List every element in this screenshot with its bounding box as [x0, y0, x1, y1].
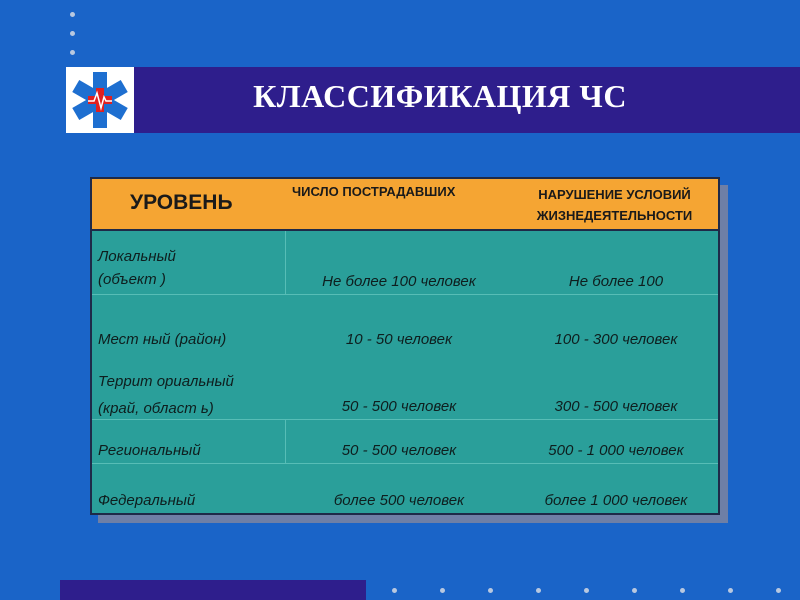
cell-violation: Не более 100 [568, 273, 664, 290]
cell-victims: 50 - 500 человек [341, 398, 457, 415]
classification-table [90, 177, 720, 515]
decor-dot [440, 588, 445, 593]
cell-violation: 300 - 500 человек [554, 398, 678, 415]
decor-dot [584, 588, 589, 593]
cell-level: Террит ориальный (край, област ь) [98, 373, 234, 417]
header-violation: НАРУШЕНИЕ УСЛОВИЙ ЖИЗНЕДЕЯТЕЛЬНОСТИ [536, 187, 693, 223]
cell-victims: более 500 человек [333, 492, 465, 509]
table-row [92, 352, 718, 419]
header-level: УРОВЕНЬ [130, 191, 233, 214]
cell-victims: 50 - 500 человек [341, 442, 457, 459]
table-row [92, 463, 718, 513]
cell-level: Региональный [98, 442, 201, 459]
table-row [92, 294, 718, 352]
cell-victims: 10 - 50 человек [345, 331, 453, 348]
decor-dot [70, 31, 75, 36]
decor-dot [776, 588, 781, 593]
table-row [92, 419, 718, 463]
table-row [92, 231, 718, 294]
decor-dot [632, 588, 637, 593]
decor-dot [536, 588, 541, 593]
decor-dot [488, 588, 493, 593]
decor-dot [70, 50, 75, 55]
page-title: КЛАССИФИКАЦИЯ ЧС [253, 78, 627, 114]
cell-violation: более 1 000 человек [544, 492, 688, 509]
decor-dot [728, 588, 733, 593]
cell-victims: Не более 100 человек [322, 273, 476, 290]
cell-level: Федеральный [98, 492, 196, 509]
star-of-life-icon [66, 67, 134, 133]
cell-violation: 500 - 1 000 человек [548, 442, 684, 459]
header-victims: ЧИСЛО ПОСТРАДАВШИХ [292, 184, 456, 199]
decor-dot [392, 588, 397, 593]
table-header-row [92, 179, 718, 231]
cell-level: Локальный (объект ) [98, 248, 176, 288]
cell-level: Мест ный (район) [98, 331, 227, 348]
decor-dot [70, 12, 75, 17]
decor-dot [680, 588, 685, 593]
bottom-bar [60, 580, 366, 600]
logo [66, 67, 134, 133]
cell-violation: 100 - 300 человек [554, 331, 678, 348]
